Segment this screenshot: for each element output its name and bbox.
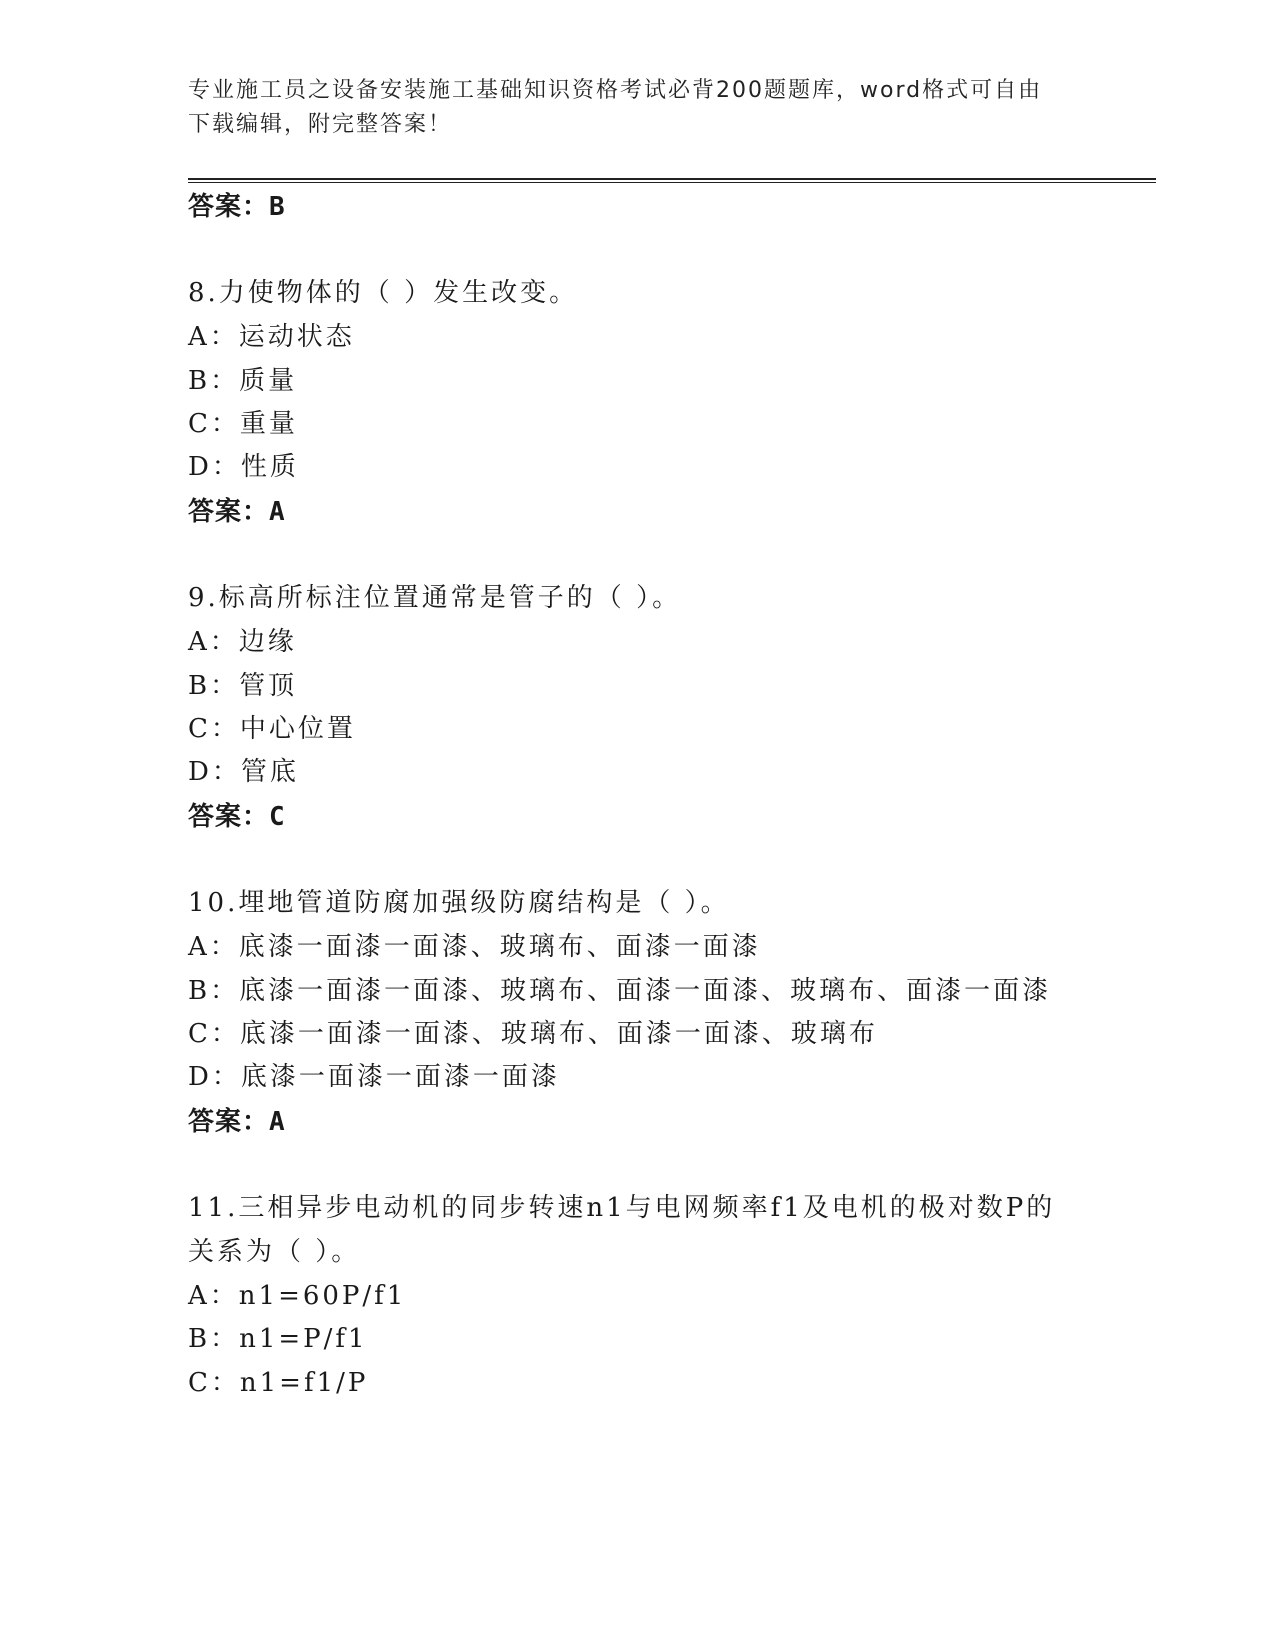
question-9-stem: 9.标高所标注位置通常是管子的（ ）。 [188,583,682,613]
question-8-stem: 8.力使物体的（ ）发生改变。 [188,278,579,308]
question-9-option-c: C：中心位置 [188,714,356,744]
question-8-option-b: B：质量 [188,366,298,396]
question-8-answer: 答案：A [188,497,286,527]
question-10-option-c: C：底漆一面漆一面漆、玻璃布、面漆一面漆、玻璃布 [188,1019,878,1049]
document-header [188,74,1088,142]
question-10-option-b: B：底漆一面漆一面漆、玻璃布、面漆一面漆、玻璃布、面漆一面漆 [188,976,1052,1006]
header-line-1: 专业施工员之设备安装施工基础知识资格考试必背200题题库，word格式可自由 [188,78,1043,103]
question-11-stem-line-1: 11.三相异步电动机的同步转速n1与电网频率f1及电机的极对数P的 [188,1193,1056,1223]
question-10-option-d: D：底漆一面漆一面漆一面漆 [188,1062,560,1092]
question-9-option-d: D：管底 [188,757,299,787]
question-9-option-a: A：边缘 [188,627,297,657]
question-8-option-d: D：性质 [188,452,299,482]
question-11-option-c: C：n1=f1/P [188,1368,369,1398]
question-11-option-a: A：n1=60P/f1 [188,1281,407,1311]
question-11-option-b: B：n1=P/f1 [188,1324,368,1354]
question-11-stem-line-2: 关系为（ ）。 [188,1237,361,1267]
question-8-option-c: C：重量 [188,409,298,439]
question-10-stem: 10.埋地管道防腐加强级防腐结构是（ ）。 [188,888,730,918]
question-9-answer: 答案：C [188,802,286,832]
header-divider [188,178,1156,183]
answer-prev: 答案：B [188,192,286,222]
question-8-option-a: A：运动状态 [188,322,355,352]
question-9-option-b: B：管顶 [188,671,298,701]
header-line-2: 下载编辑，附完整答案！ [188,112,453,137]
question-10-answer: 答案：A [188,1107,286,1137]
question-10-option-a: A：底漆一面漆一面漆、玻璃布、面漆一面漆 [188,932,761,962]
